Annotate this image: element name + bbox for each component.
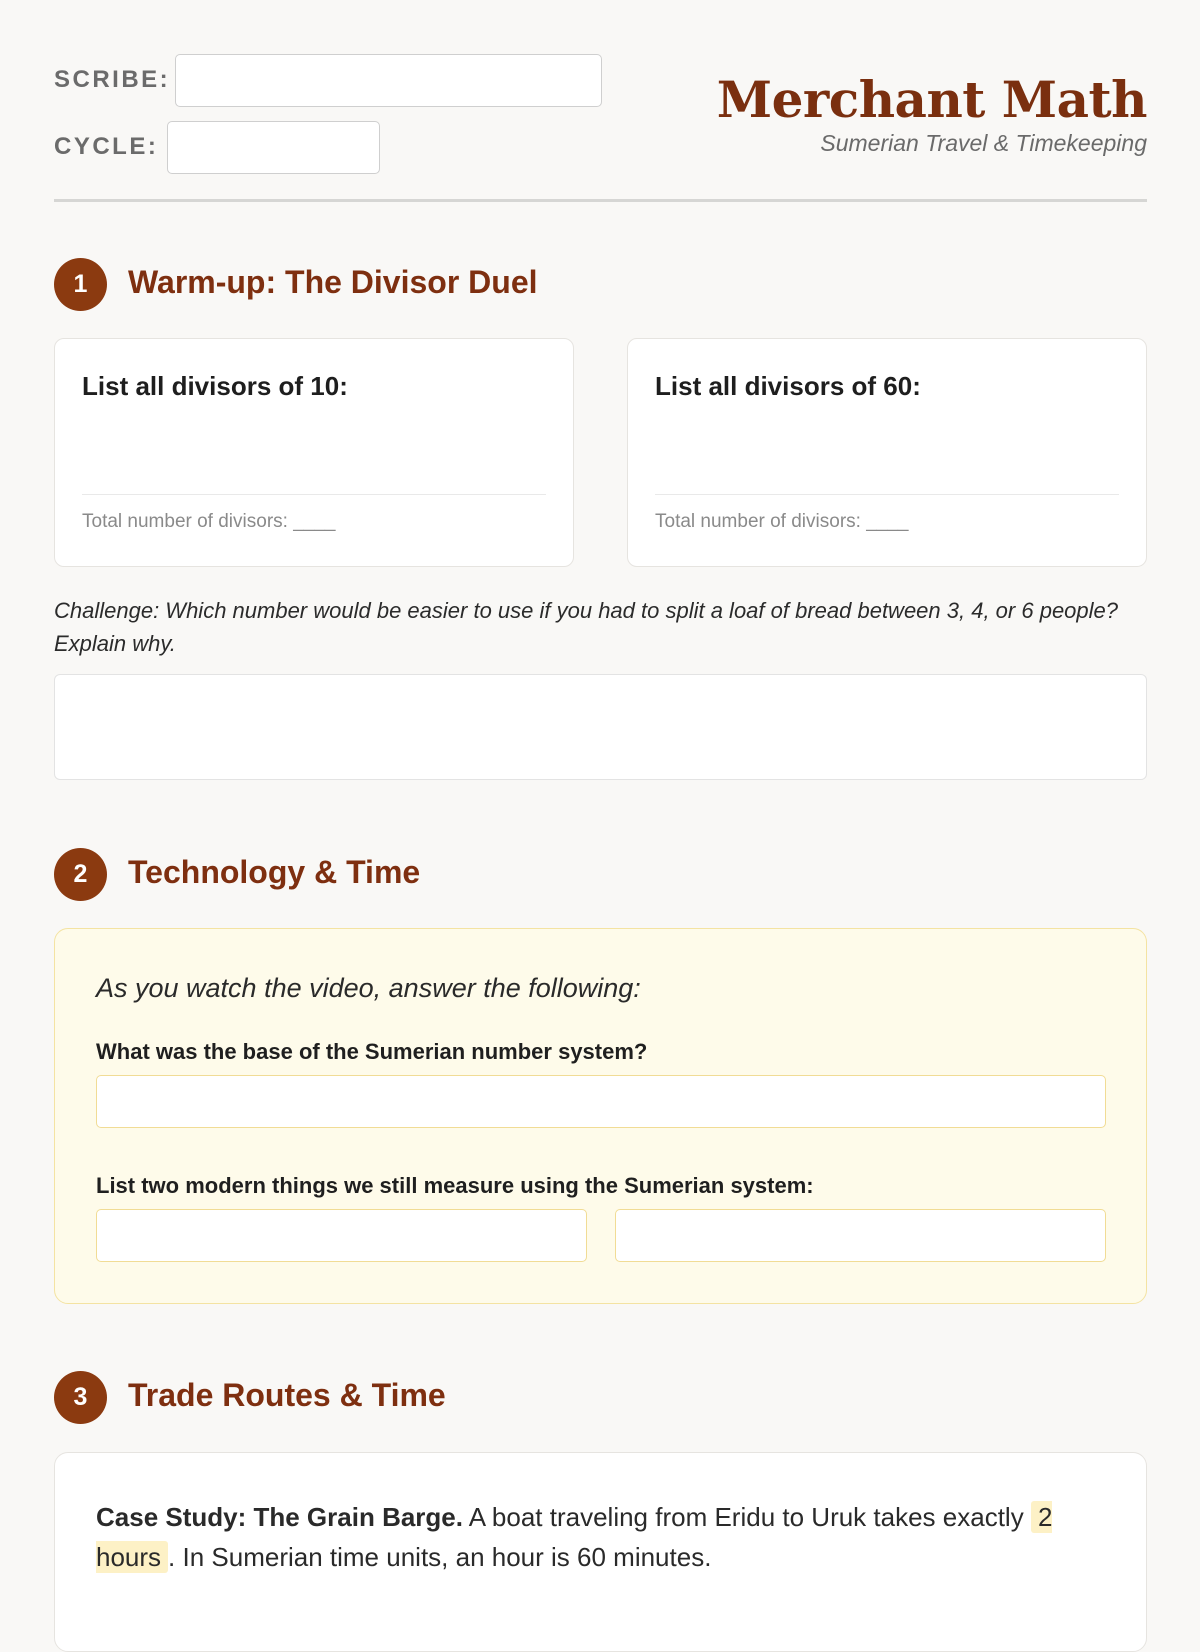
section-number-badge: 1 — [54, 258, 107, 311]
divider — [655, 494, 1119, 495]
section-title: Trade Routes & Time — [128, 1377, 446, 1413]
scribe-label: SCRIBE: — [54, 66, 171, 93]
cycle-label: CYCLE: — [54, 133, 159, 160]
highlighted-duration: 2 hours — [96, 1502, 1053, 1572]
divisors-card-10[interactable] — [54, 338, 574, 567]
card-footer: Total number of divisors: ____ — [82, 511, 336, 532]
card-question: List all divisors of 60: — [655, 371, 921, 401]
case-study-title: Case Study: The Grain Barge. — [96, 1502, 463, 1532]
page-title: Merchant Math — [716, 70, 1147, 129]
worksheet-page — [54, 0, 1147, 1600]
section-number-badge: 3 — [54, 1371, 107, 1424]
divisors-card-60[interactable] — [627, 338, 1147, 567]
case-study-body-cont: . In Sumerian time units, an hour is 60 minutes. — [168, 1542, 712, 1572]
video-instructions: As you watch the video, answer the following: — [96, 973, 641, 1003]
base-system-answer-input[interactable] — [96, 1075, 1106, 1128]
card-question: List all divisors of 10: — [82, 371, 348, 401]
case-study-card — [54, 1452, 1147, 1652]
question-base-system: What was the base of the Sumerian number system? — [96, 1039, 648, 1064]
challenge-answer-box[interactable] — [54, 674, 1147, 780]
section-title: Warm-up: The Divisor Duel — [128, 264, 538, 300]
case-study-text — [96, 1497, 1106, 1577]
page-subtitle: Sumerian Travel & Timekeeping — [820, 130, 1147, 156]
divider — [82, 494, 546, 495]
scribe-input[interactable] — [175, 54, 602, 107]
header — [54, 0, 1147, 202]
section-number-badge: 2 — [54, 848, 107, 901]
case-study-body: A boat traveling from Eridu to Uruk takes exactly — [468, 1502, 1024, 1532]
section-title: Technology & Time — [128, 854, 421, 890]
video-questions-panel — [54, 928, 1147, 1304]
challenge-prompt: Challenge: Which number would be easier to use if you had to split a loaf of bread between 3, 4, or 6 people? Explain why. — [54, 598, 1119, 656]
card-footer: Total number of divisors: ____ — [655, 511, 909, 532]
modern-measure-answer-2[interactable] — [615, 1209, 1106, 1262]
modern-measure-answer-1[interactable] — [96, 1209, 587, 1262]
question-modern-measures: List two modern things we still measure using the Sumerian system: — [96, 1173, 814, 1198]
cycle-input[interactable] — [167, 121, 380, 174]
